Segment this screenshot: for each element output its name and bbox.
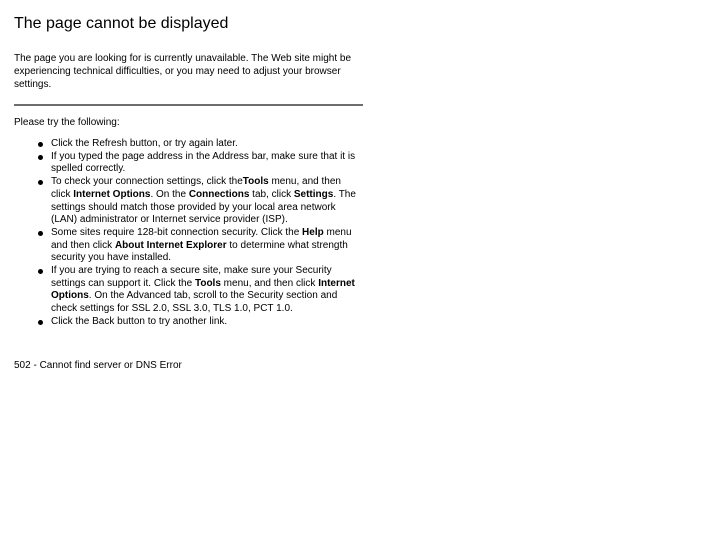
connections-tab-ref: Connections (188, 188, 250, 200)
suggestion-text: . On the (150, 188, 189, 200)
horizontal-rule (14, 104, 363, 106)
suggestion-text: menu, and then click (220, 277, 319, 289)
try-heading: Please try the following: (14, 117, 120, 128)
intro-text: The page you are looking for is currently unavailable. The Web site might be experiencing technical difficulties, or you may need to adjust your browser settings. (14, 53, 352, 90)
suggestion-text: Click the Refresh button, or try again later. (51, 138, 238, 149)
suggestion-text: If you typed the page address in the Address bar, make sure that it is spelled correctly. (51, 150, 356, 175)
tools-menu-ref: Tools (242, 176, 269, 188)
suggestion-text: Some sites require 128-bit connection security. Click the (51, 226, 303, 238)
suggestion-text: To check your connection settings, click the (51, 176, 243, 188)
suggestion-text: . On the Advanced tab, scroll to the Security section and check settings for SSL 2.0, SSL 3.0, TLS 1.0, PCT 1.0. (51, 290, 338, 315)
suggestion-address (37, 151, 362, 176)
suggestion-text: menu and then click (51, 226, 352, 251)
suggestion-connection-settings (37, 176, 362, 227)
suggestion-text: menu, and then click (51, 176, 341, 200)
help-menu-ref: Help (302, 226, 324, 238)
suggestion-refresh (37, 138, 362, 151)
suggestion-text: If you are trying to reach a secure site, make sure your Security settings can support it. Click the (51, 265, 332, 289)
tools-menu-ref: Tools (194, 277, 221, 289)
suggestion-text: to determine what strength security you have installed. (51, 239, 348, 264)
suggestion-text: . The settings should match those provided by your local area network (LAN) administrator or Internet service provider (ISP). (51, 188, 356, 226)
suggestion-back (37, 316, 362, 329)
settings-button-ref: Settings (293, 188, 334, 200)
suggestion-secure-site (37, 265, 362, 316)
suggestion-connection-security (37, 227, 362, 265)
internet-options-ref: Internet Options (73, 188, 151, 200)
internet-options-ref: Internet Options (51, 277, 355, 302)
error-code: 502 - Cannot find server or DNS Error (14, 360, 182, 371)
page-title: The page cannot be displayed (14, 15, 229, 32)
about-internet-explorer-ref: About Internet Explorer (114, 239, 227, 251)
suggestion-text: Click the Back button to try another link. (51, 315, 228, 327)
suggestions-list (37, 138, 362, 329)
suggestion-text: tab, click (249, 188, 294, 200)
